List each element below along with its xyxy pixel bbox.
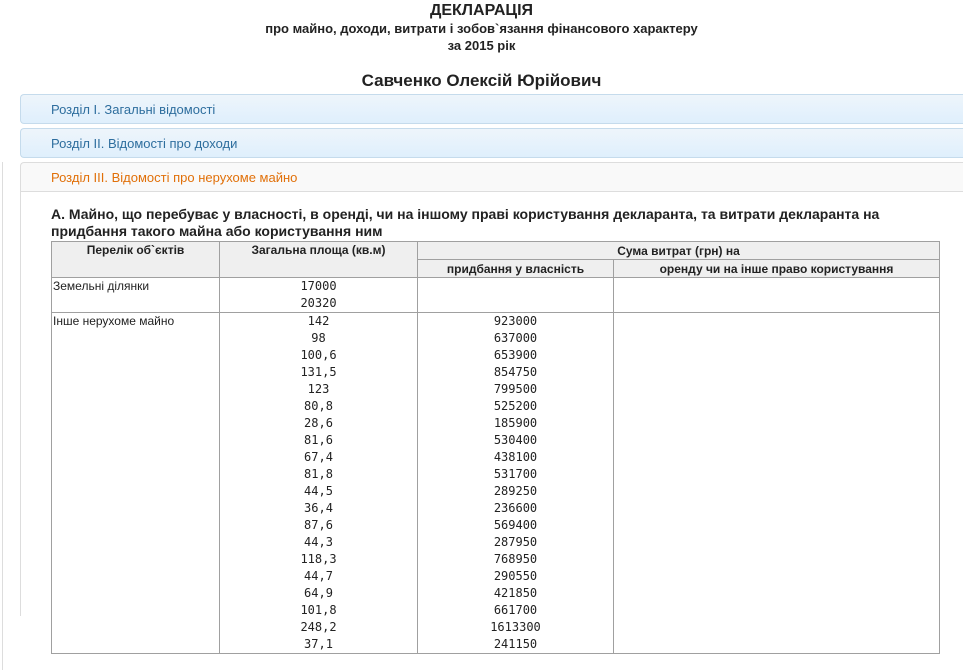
rent-cell — [614, 313, 940, 654]
purchase-amount: 661700 — [493, 603, 538, 617]
col-expenses-header: Сума витрат (грн) на — [418, 242, 940, 260]
area-value: 17000 — [300, 279, 337, 293]
purchase-amount: 569400 — [493, 518, 538, 532]
purchase-amount: 525200 — [493, 399, 538, 413]
col-purchase-header: придбання у власність — [418, 260, 614, 278]
section-2-header[interactable]: Розділ II. Відомості про доходи — [20, 128, 963, 158]
purchase-amount: 637000 — [493, 331, 538, 345]
area-value: 44,5 — [304, 484, 333, 498]
area-value: 36,4 — [304, 501, 333, 515]
purchase-amount: 421850 — [493, 586, 538, 600]
col-objects-header: Перелік об`єктів — [52, 242, 220, 278]
area-value: 101,8 — [300, 603, 337, 617]
purchase-amount: 438100 — [493, 450, 538, 464]
section-3-header[interactable]: Розділ III. Відомості про нерухоме майно — [20, 162, 963, 192]
purchase-amount: 923000 — [493, 314, 538, 328]
page-subtitle: про майно, доходи, витрати і зобов`язання фінансового характеру — [265, 21, 698, 36]
area-value: 98 — [311, 331, 326, 345]
purchase-amount: 1613300 — [490, 620, 541, 634]
area-value: 64,9 — [304, 586, 333, 600]
area-value: 44,3 — [304, 535, 333, 549]
area-value: 100,6 — [300, 348, 337, 362]
purchase-amount: 241150 — [493, 637, 538, 651]
person-name: Савченко Олексій Юрійович — [361, 71, 602, 90]
area-value: 28,6 — [304, 416, 333, 430]
areas-cell — [220, 278, 418, 313]
area-value: 67,4 — [304, 450, 333, 464]
declaration-header — [0, 2, 963, 54]
section-3-content — [20, 192, 963, 651]
area-value: 87,6 — [304, 518, 333, 532]
purchase-amount: 289250 — [493, 484, 538, 498]
object-type-cell: Інше нерухоме майно — [52, 313, 220, 654]
purchase-amount: 236600 — [493, 501, 538, 515]
rent-cell — [614, 278, 940, 313]
purchase-amount: 768950 — [493, 552, 538, 566]
purchase-amount: 530400 — [493, 433, 538, 447]
declaration-year: за 2015 рік — [447, 38, 516, 53]
col-rent-header: оренду чи на інше право користування — [614, 260, 940, 278]
area-value: 20320 — [300, 296, 337, 310]
purchase-amount: 653900 — [493, 348, 538, 362]
purchase-amount: 287950 — [493, 535, 538, 549]
area-value: 248,2 — [300, 620, 337, 634]
purchase-amount: 290550 — [493, 569, 538, 583]
sections-accordion — [20, 94, 963, 651]
object-type-cell: Земельні ділянки — [52, 278, 220, 313]
table-row — [52, 278, 940, 313]
area-value: 81,6 — [304, 433, 333, 447]
areas-cell — [220, 313, 418, 654]
col-area-header: Загальна площа (кв.м) — [220, 242, 418, 278]
purchase-amount: 531700 — [493, 467, 538, 481]
assets-table — [51, 241, 940, 654]
purchase-amount: 854750 — [493, 365, 538, 379]
area-value: 142 — [307, 314, 330, 328]
purchase-cell — [418, 313, 614, 654]
purchase-amount: 185900 — [493, 416, 538, 430]
area-value: 131,5 — [300, 365, 337, 379]
area-value: 37,1 — [304, 637, 333, 651]
section-heading: А. Майно, що перебуває у власності, в оренді, чи на іншому праві користування декларанта, та витрати декларанта на придбання такого майна або користування ним — [51, 206, 880, 239]
area-value: 44,7 — [304, 569, 333, 583]
area-value: 80,8 — [304, 399, 333, 413]
purchase-cell — [418, 278, 614, 313]
table-row — [52, 313, 940, 654]
page-title: ДЕКЛАРАЦІЯ — [429, 2, 534, 19]
section-1-header[interactable]: Розділ I. Загальні відомості — [20, 94, 963, 124]
page-left-border — [2, 162, 3, 670]
area-value: 118,3 — [300, 552, 337, 566]
area-value: 123 — [307, 382, 330, 396]
area-value: 81,8 — [304, 467, 333, 481]
purchase-amount: 799500 — [493, 382, 538, 396]
